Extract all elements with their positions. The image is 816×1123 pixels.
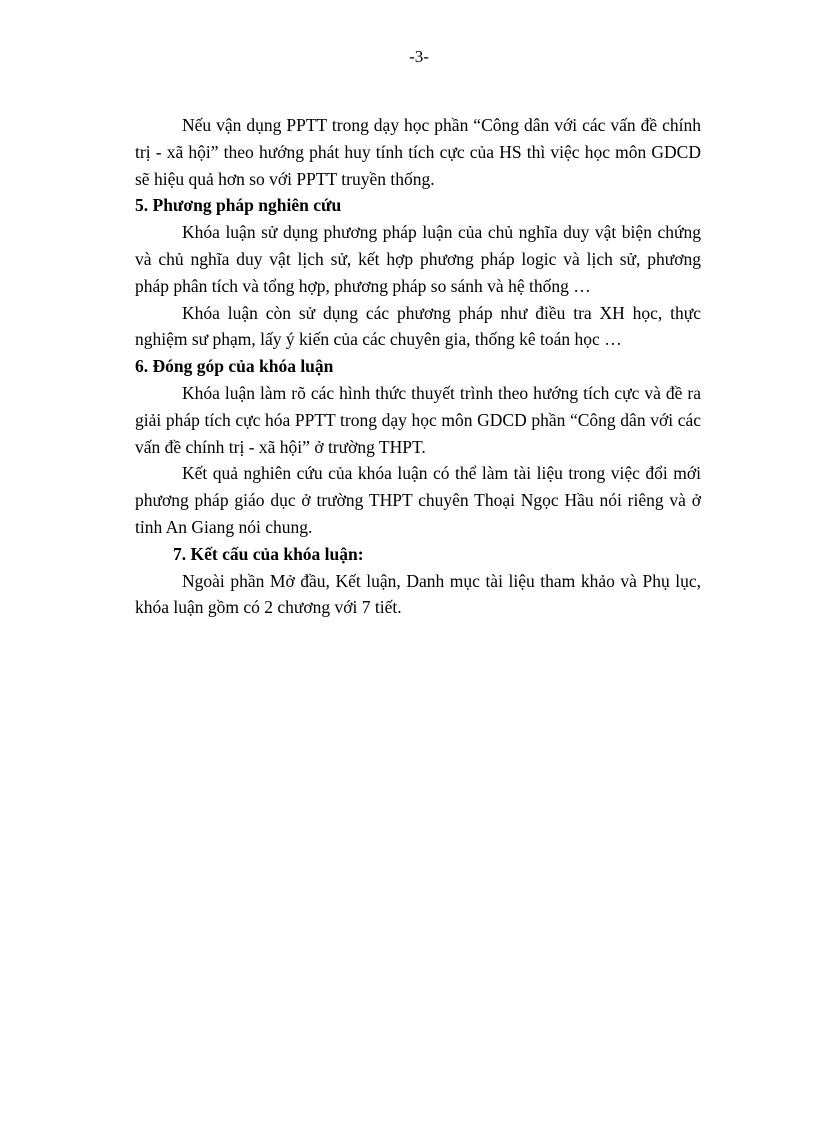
section-5-heading: 5. Phương pháp nghiên cứu (135, 195, 342, 216)
section-7-paragraph-1: Ngoài phần Mở đầu, Kết luận, Danh mục tài liệu tham khảo và Phụ lục, khóa luận gồm có 2 chương với 7 tiết. (135, 570, 701, 618)
section-5-paragraph-2: Khóa luận còn sử dụng các phương pháp như điều tra XH học, thực nghiệm sư phạm, lấy ý kiến của các chuyên gia, thống kê toán học … (135, 302, 701, 350)
hypothesis-paragraph: Nếu vận dụng PPTT trong dạy học phần “Công dân với các vấn đề chính trị - xã hội” theo hướng phát huy tính tích cực của HS thì việc học môn GDCD sẽ hiệu quả hơn so với PPTT truyền thống. (135, 115, 701, 189)
section-6-paragraph-2: Kết quả nghiên cứu của khóa luận có thể làm tài liệu trong việc đổi mới phương pháp giáo dục ở trường THPT chuyên Thoại Ngọc Hầu nói riêng và ở tỉnh An Giang nói chung. (135, 463, 701, 537)
section-5-paragraph-1: Khóa luận sử dụng phương pháp luận của chủ nghĩa duy vật biện chứng và chủ nghĩa duy vật lịch sử, kết hợp phương pháp logic và lịch sử, phương pháp phân tích và tổng hợp, phương pháp so sánh và hệ thống … (135, 222, 701, 296)
page-number: -3- (409, 47, 429, 66)
section-6-heading: 6. Đóng góp của khóa luận (135, 356, 334, 377)
document-body (135, 112, 701, 621)
section-7-heading: 7. Kết cấu của khóa luận: (173, 543, 364, 564)
section-6-paragraph-1: Khóa luận làm rõ các hình thức thuyết trình theo hướng tích cực và đề ra giải pháp tích cực hóa PPTT trong dạy học môn GDCD phần “Công dân với các vấn đề chính trị - xã hội” ở trường THPT. (135, 382, 701, 457)
